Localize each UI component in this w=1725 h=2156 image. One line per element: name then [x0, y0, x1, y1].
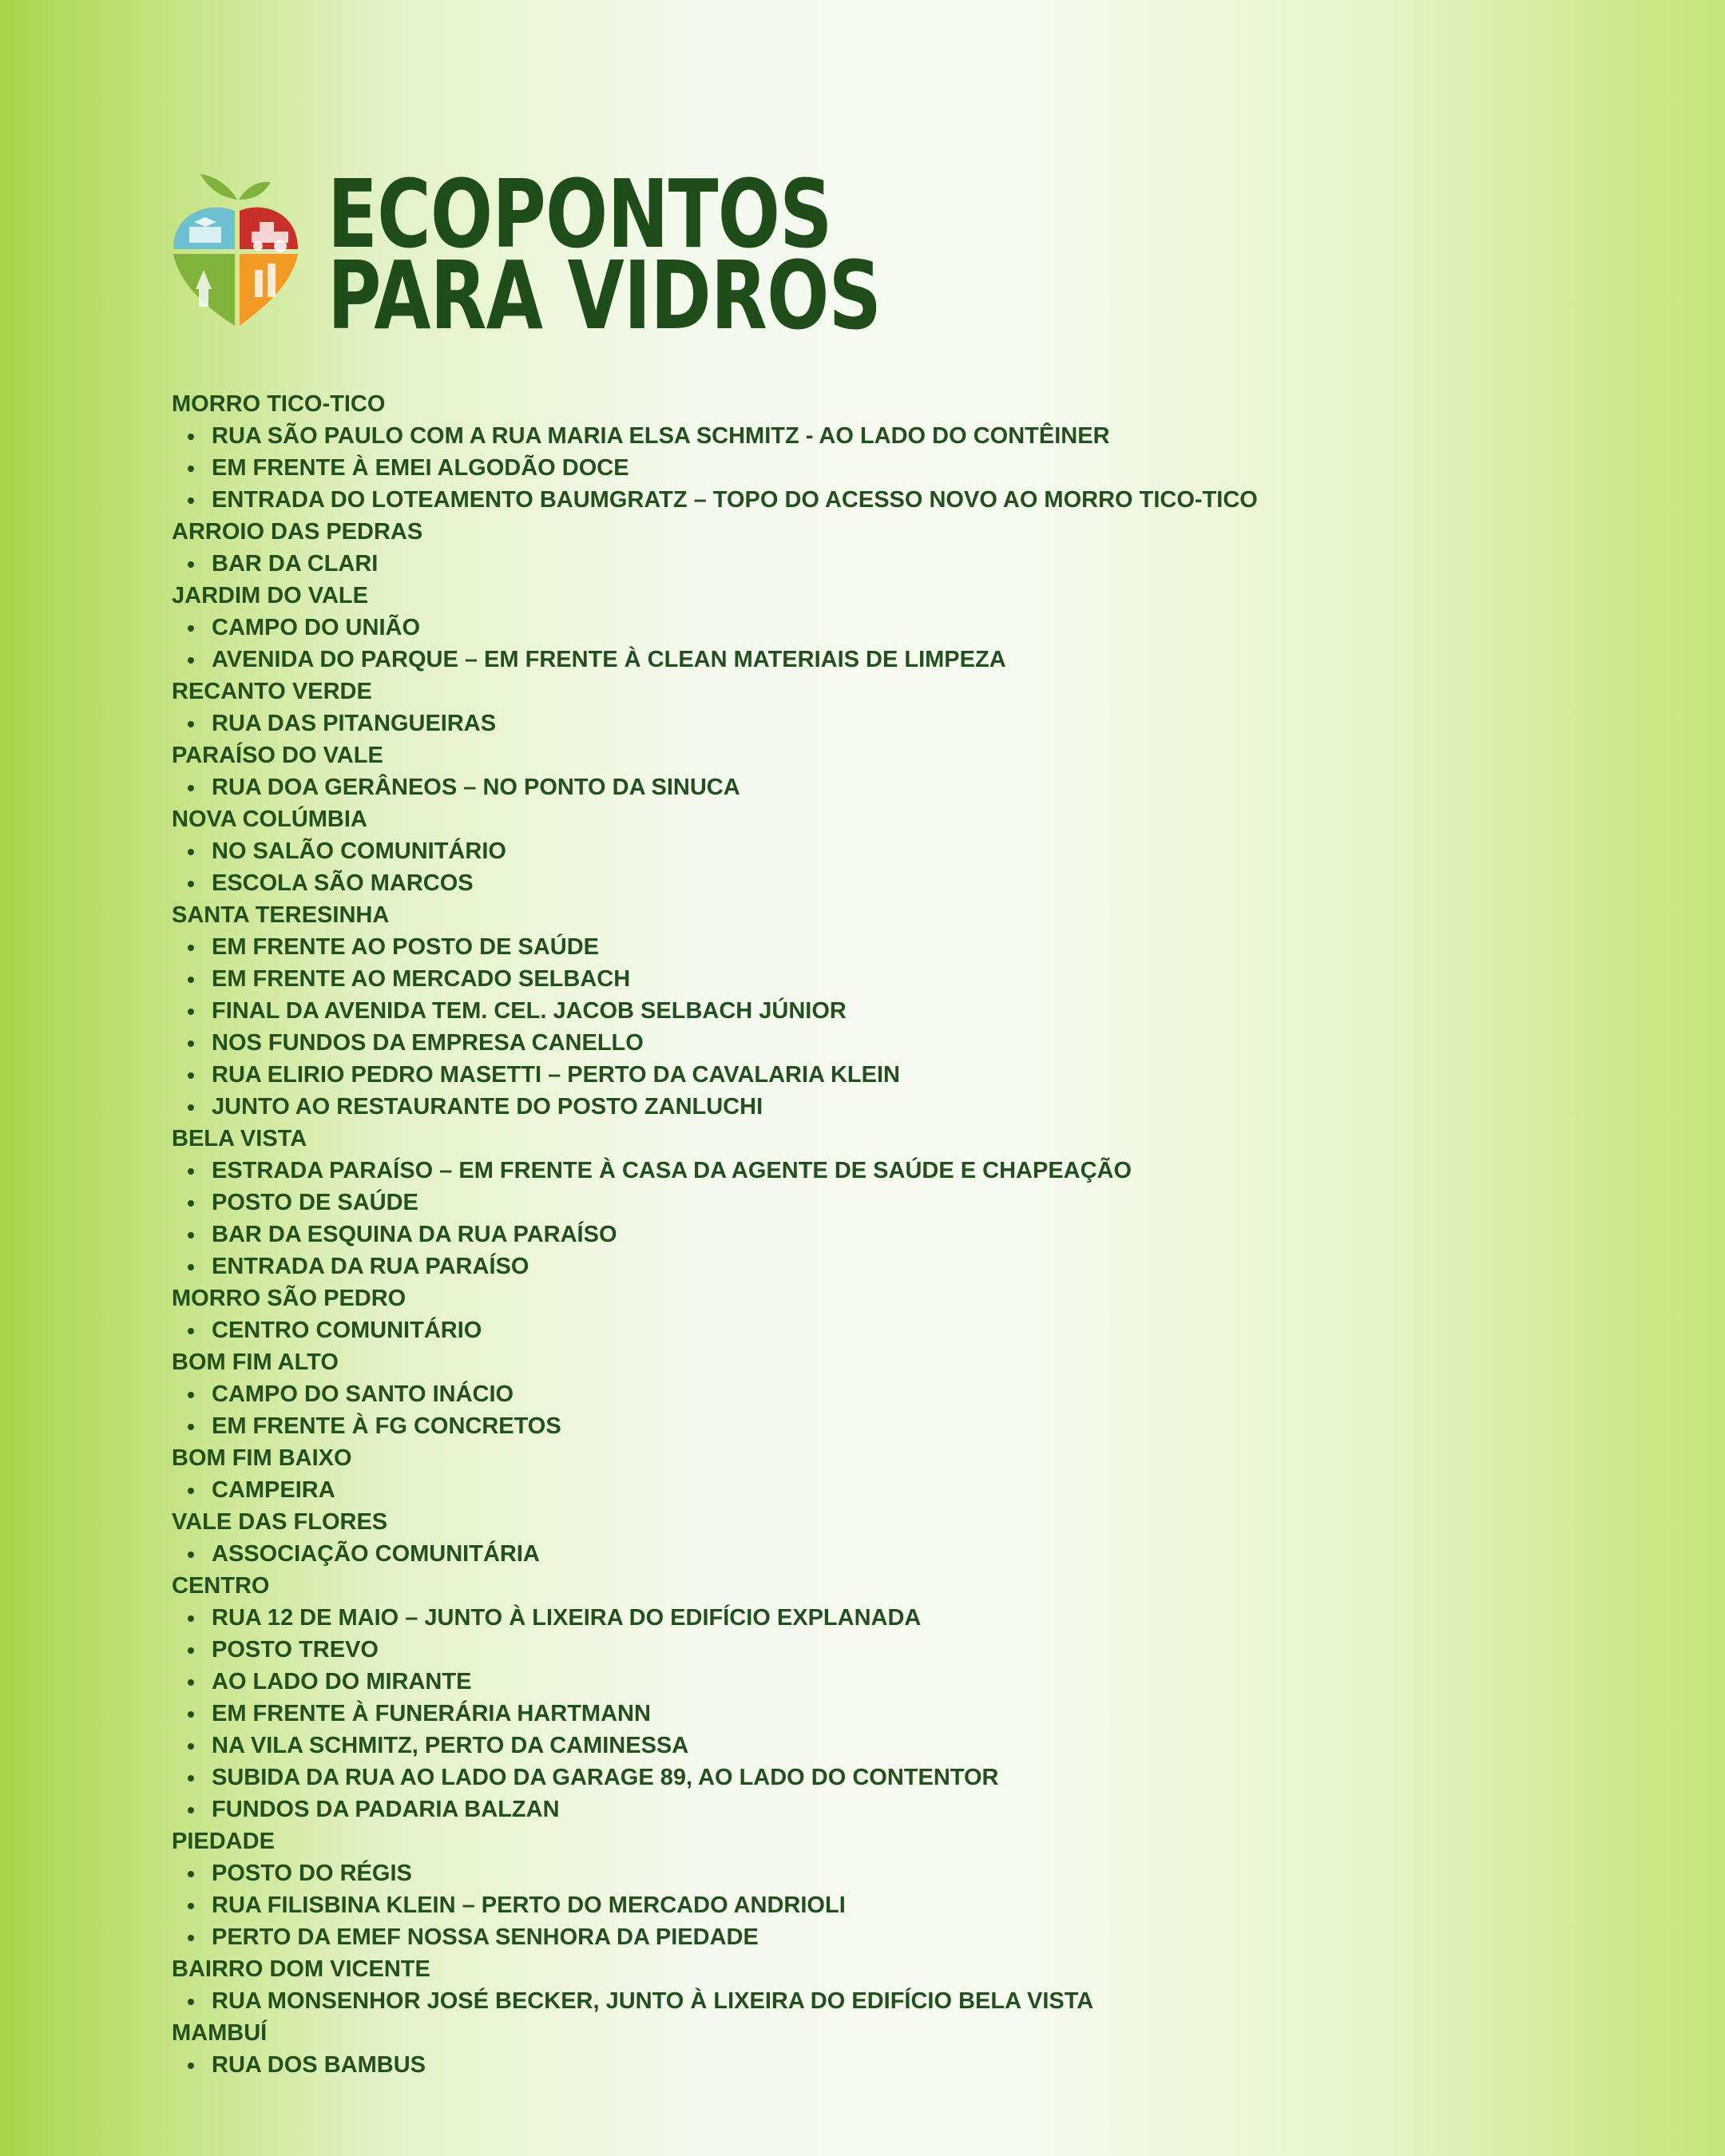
- bullet-icon: [188, 466, 194, 472]
- list-item: [172, 963, 1529, 995]
- bullet-icon: [188, 1807, 194, 1813]
- list-item: [172, 1793, 1529, 1825]
- list-item-label: CENTRO COMUNITÁRIO: [212, 1318, 482, 1343]
- bullet-icon: [188, 785, 194, 791]
- neighborhood-heading: MORRO SÃO PEDRO: [172, 1286, 406, 1311]
- list-item-label: ENTRADA DA RUA PARAÍSO: [212, 1254, 529, 1279]
- bullet-icon: [188, 945, 194, 951]
- bullet-icon: [188, 1424, 194, 1430]
- bullet-icon: [188, 434, 194, 440]
- list-item: [172, 484, 1529, 516]
- neighborhood-heading: BOM FIM BAIXO: [172, 1445, 352, 1471]
- neighborhood-heading: CENTRO: [172, 1573, 270, 1599]
- list-item: [172, 2049, 1529, 2081]
- list-item-label: ESTRADA PARAÍSO – EM FRENTE À CASA DA AGENTE DE SAÚDE E CHAPEAÇÃO: [212, 1158, 1132, 1183]
- list-item-label: RUA DOA GERÂNEOS – NO PONTO DA SINUCA: [212, 775, 740, 800]
- bullet-icon: [188, 721, 194, 727]
- page-title: [327, 159, 882, 351]
- bullet-icon: [188, 497, 194, 504]
- list-item: [172, 1410, 1529, 1442]
- list-item-label: EM FRENTE À FG CONCRETOS: [212, 1413, 561, 1439]
- list-item: [172, 1538, 1529, 1570]
- bullet-icon: [188, 2063, 194, 2069]
- neighborhood-heading: ARROIO DAS PEDRAS: [172, 519, 423, 545]
- bullet-icon: [188, 625, 194, 632]
- list-item-label: JUNTO AO RESTAURANTE DO POSTO ZANLUCHI: [212, 1094, 763, 1120]
- list-item-label: BAR DA CLARI: [212, 551, 379, 577]
- list-item: [172, 1027, 1529, 1059]
- list-item: [172, 1602, 1529, 1634]
- neighborhood-heading: BOM FIM ALTO: [172, 1349, 339, 1375]
- bullet-icon: [188, 1679, 194, 1686]
- list-item: [172, 1378, 1529, 1410]
- neighborhood-heading: PIEDADE: [172, 1829, 275, 1854]
- list-item: [172, 1219, 1529, 1250]
- list-item-label: RUA 12 DE MAIO – JUNTO À LIXEIRA DO EDIFÍCIO EXPLANADA: [212, 1605, 922, 1631]
- list-item: [172, 1634, 1529, 1666]
- list-item: [172, 1187, 1529, 1219]
- list-item-label: POSTO DE SAÚDE: [212, 1190, 418, 1215]
- bullet-icon: [188, 1200, 194, 1207]
- neighborhood-heading: PARAÍSO DO VALE: [172, 743, 383, 768]
- list-item-label: RUA FILISBINA KLEIN – PERTO DO MERCADO ANDRIOLI: [212, 1892, 846, 1918]
- neighborhood-heading: VALE DAS FLORES: [172, 1509, 388, 1535]
- list-item-label: FUNDOS DA PADARIA BALZAN: [212, 1797, 560, 1822]
- bullet-icon: [188, 1104, 194, 1111]
- neighborhood-heading: BELA VISTA: [172, 1126, 307, 1151]
- list-item: [172, 1762, 1529, 1793]
- list-item: [172, 1314, 1529, 1346]
- list-item-label: RUA ELIRIO PEDRO MASETTI – PERTO DA CAVALARIA KLEIN: [212, 1062, 900, 1088]
- apple-mosaic-logo-icon: [172, 169, 299, 329]
- list-item: [172, 452, 1529, 484]
- list-item: [172, 420, 1529, 452]
- list-item-label: EM FRENTE AO MERCADO SELBACH: [212, 966, 631, 992]
- list-item: [172, 548, 1529, 580]
- list-item-label: AVENIDA DO PARQUE – EM FRENTE À CLEAN MATERIAIS DE LIMPEZA: [212, 647, 1006, 672]
- list-item: [172, 1730, 1529, 1762]
- list-item-label: RUA SÃO PAULO COM A RUA MARIA ELSA SCHMITZ - AO LADO DO CONTÊINER: [212, 423, 1110, 449]
- list-item-label: PERTO DA EMEF NOSSA SENHORA DA PIEDADE: [212, 1924, 759, 1950]
- neighborhood-heading: MORRO TICO-TICO: [172, 391, 386, 417]
- bullet-icon: [188, 1775, 194, 1781]
- list-item-label: POSTO TREVO: [212, 1637, 379, 1663]
- list-item: [172, 1250, 1529, 1282]
- list-item-label: RUA DAS PITANGUEIRAS: [212, 711, 497, 736]
- list-item-label: BAR DA ESQUINA DA RUA PARAÍSO: [212, 1222, 617, 1247]
- bullet-icon: [188, 1871, 194, 1877]
- bullet-icon: [188, 1488, 194, 1494]
- list-item-label: RUA MONSENHOR JOSÉ BECKER, JUNTO À LIXEIRA DO EDIFÍCIO BELA VISTA: [212, 1988, 1094, 2014]
- list-item-label: ASSOCIAÇÃO COMUNITÁRIA: [212, 1541, 540, 1567]
- bullet-icon: [188, 849, 194, 855]
- bullet-icon: [188, 1072, 194, 1079]
- list-item-label: CAMPO DO UNIÃO: [212, 615, 420, 640]
- bullet-icon: [188, 881, 194, 887]
- neighborhood-heading: BAIRRO DOM VICENTE: [172, 1956, 430, 1982]
- list-item-label: FINAL DA AVENIDA TEM. CEL. JACOB SELBACH JÚNIOR: [212, 998, 847, 1024]
- neighborhood-heading: JARDIM DO VALE: [172, 583, 368, 608]
- bullet-icon: [188, 1392, 194, 1398]
- bullet-icon: [188, 1232, 194, 1239]
- list-item-label: EM FRENTE À EMEI ALGODÃO DOCE: [212, 455, 629, 481]
- list-item: [172, 1921, 1529, 1953]
- bullet-icon: [188, 1168, 194, 1175]
- list-item: [172, 1091, 1529, 1123]
- bullet-icon: [188, 1743, 194, 1750]
- list-item: [172, 707, 1529, 739]
- title-line-2: PARA VIDROS: [327, 240, 882, 351]
- list-item: [172, 1985, 1529, 2017]
- title-line-1: ECOPONTOS: [327, 159, 832, 269]
- bullet-icon: [188, 1040, 194, 1047]
- neighborhood-heading: NOVA COLÚMBIA: [172, 807, 367, 832]
- list-item: [172, 931, 1529, 963]
- list-item-label: ENTRADA DO LOTEAMENTO BAUMGRATZ – TOPO DO ACESSO NOVO AO MORRO TICO-TICO: [212, 487, 1258, 513]
- bullet-icon: [188, 1615, 194, 1622]
- list-item: [172, 995, 1529, 1027]
- list-item-label: NO SALÃO COMUNITÁRIO: [212, 838, 506, 864]
- list-item-label: AO LADO DO MIRANTE: [212, 1669, 472, 1694]
- header: [172, 159, 890, 353]
- list-item-label: POSTO DO RÉGIS: [212, 1861, 412, 1886]
- list-item-label: SUBIDA DA RUA AO LADO DA GARAGE 89, AO LADO DO CONTENTOR: [212, 1765, 999, 1790]
- list-item: [172, 644, 1529, 676]
- list-item: [172, 1474, 1529, 1506]
- bullet-icon: [188, 561, 194, 568]
- list-item: [172, 835, 1529, 867]
- list-item-label: NA VILA SCHMITZ, PERTO DA CAMINESSA: [212, 1733, 689, 1758]
- list-item: [172, 771, 1529, 803]
- bullet-icon: [188, 1264, 194, 1270]
- list-item-label: CAMPEIRA: [212, 1477, 335, 1503]
- bullet-icon: [188, 1647, 194, 1654]
- bullet-icon: [188, 977, 194, 983]
- bullet-icon: [188, 1009, 194, 1015]
- bullet-icon: [188, 657, 194, 664]
- list-item: [172, 1889, 1529, 1921]
- list-item-label: EM FRENTE AO POSTO DE SAÚDE: [212, 934, 599, 960]
- list-item-label: NOS FUNDOS DA EMPRESA CANELLO: [212, 1030, 644, 1056]
- list-item-label: EM FRENTE À FUNERÁRIA HARTMANN: [212, 1701, 651, 1726]
- neighborhood-heading: SANTA TERESINHA: [172, 902, 390, 928]
- neighborhood-heading: RECANTO VERDE: [172, 679, 372, 704]
- list-item-label: CAMPO DO SANTO INÁCIO: [212, 1381, 514, 1407]
- ecopoint-list: [172, 388, 1529, 2081]
- bullet-icon: [188, 1711, 194, 1718]
- bullet-icon: [188, 1999, 194, 2005]
- list-item: [172, 612, 1529, 644]
- bullet-icon: [188, 1903, 194, 1909]
- list-item-label: RUA DOS BAMBUS: [212, 2052, 426, 2078]
- bullet-icon: [188, 1328, 194, 1334]
- neighborhood-heading: MAMBUÍ: [172, 2020, 268, 2046]
- list-item-label: ESCOLA SÃO MARCOS: [212, 870, 474, 896]
- list-item: [172, 1059, 1529, 1091]
- list-item: [172, 1698, 1529, 1730]
- bullet-icon: [188, 1935, 194, 1941]
- list-item: [172, 1857, 1529, 1889]
- list-item: [172, 1155, 1529, 1187]
- bullet-icon: [188, 1552, 194, 1558]
- list-item: [172, 867, 1529, 899]
- list-item: [172, 1666, 1529, 1698]
